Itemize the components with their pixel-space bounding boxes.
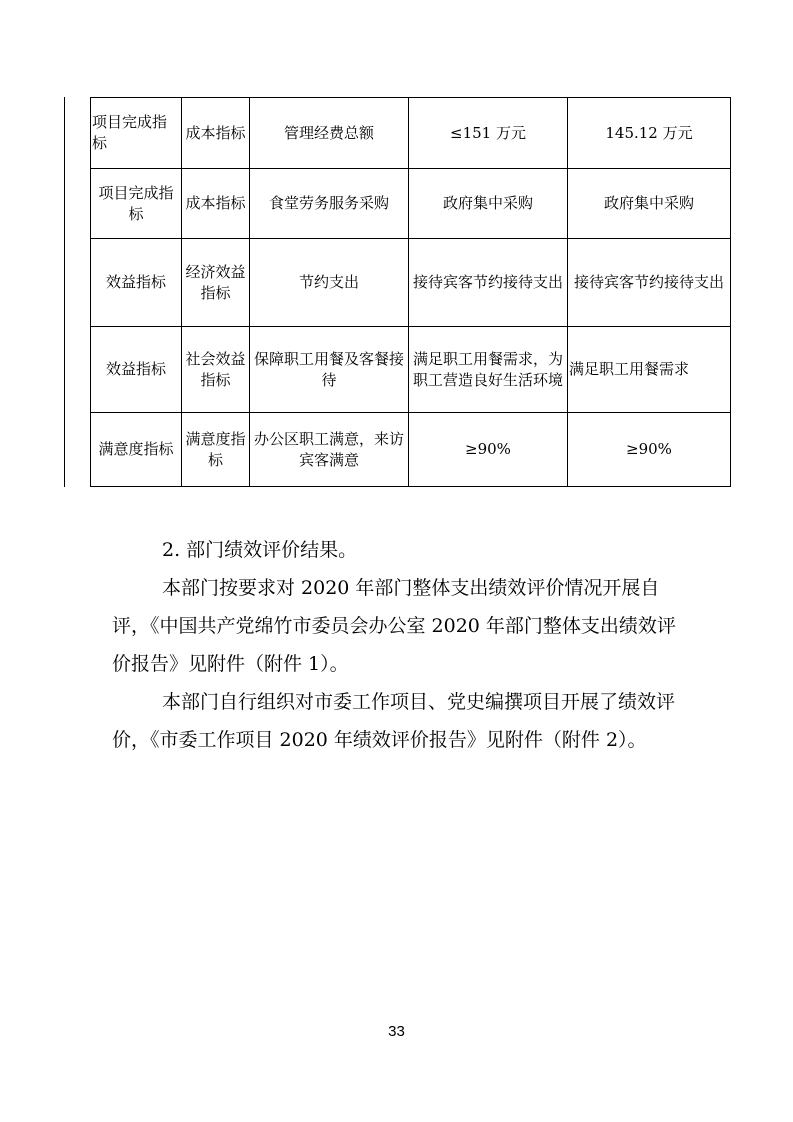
level1-indicator-cell: 项目完成指标: [91, 169, 182, 239]
level3-indicator-cell: 食堂劳务服务采购: [250, 169, 409, 239]
actual-value-cell: 145.12 万元: [568, 98, 731, 169]
level3-indicator-cell: 管理经费总额: [250, 98, 409, 169]
level2-indicator-cell: 成本指标: [182, 98, 250, 169]
level2-indicator-cell: 满意度指标: [182, 413, 250, 487]
body-paragraph: 本部门自行组织对市委工作项目、党史编撰项目开展了绩效评价，《市委工作项目 2020 年绩效评价报告》见附件（附件 2）。: [112, 691, 676, 751]
table-row: [91, 413, 731, 487]
page-number: 33: [388, 1023, 405, 1040]
actual-value-cell: ≥90%: [568, 413, 731, 487]
level2-indicator-cell: 经济效益指标: [182, 239, 250, 327]
actual-value-cell: 政府集中采购: [568, 169, 731, 239]
level1-indicator-cell: 效益指标: [91, 239, 182, 327]
level3-indicator-cell: 办公区职工满意，来访宾客满意: [250, 413, 409, 487]
table-row: [91, 98, 731, 169]
actual-value-cell: 满足职工用餐需求: [568, 327, 731, 413]
level2-indicator-cell: 社会效益指标: [182, 327, 250, 413]
level1-indicator-cell: 满意度指标: [91, 413, 182, 487]
table-row: [91, 169, 731, 239]
performance-indicator-table: [90, 97, 731, 487]
section-heading: 2. 部门绩效评价结果。: [162, 539, 358, 561]
actual-value-cell: 接待宾客节约接待支出: [568, 239, 731, 327]
level3-indicator-cell: 节约支出: [250, 239, 409, 327]
level3-indicator-cell: 保障职工用餐及客餐接待: [250, 327, 409, 413]
target-value-cell: ≤151 万元: [409, 98, 568, 169]
table-row: [91, 239, 731, 327]
target-value-cell: 接待宾客节约接待支出: [409, 239, 568, 327]
level1-indicator-cell: 效益指标: [91, 327, 182, 413]
level2-indicator-cell: 成本指标: [182, 169, 250, 239]
body-paragraph: 本部门按要求对 2020 年部门整体支出绩效评价情况开展自评，《中国共产党绵竹市委员会办公室 2020 年部门整体支出绩效评价报告》见附件（附件 1）。: [112, 577, 676, 675]
target-value-cell: 满足职工用餐需求，为职工营造良好生活环境: [409, 327, 568, 413]
target-value-cell: ≥90%: [409, 413, 568, 487]
target-value-cell: 政府集中采购: [409, 169, 568, 239]
level1-indicator-cell: 项目完成指标: [91, 98, 182, 169]
table-left-border: [64, 97, 65, 487]
table-row: [91, 327, 731, 413]
